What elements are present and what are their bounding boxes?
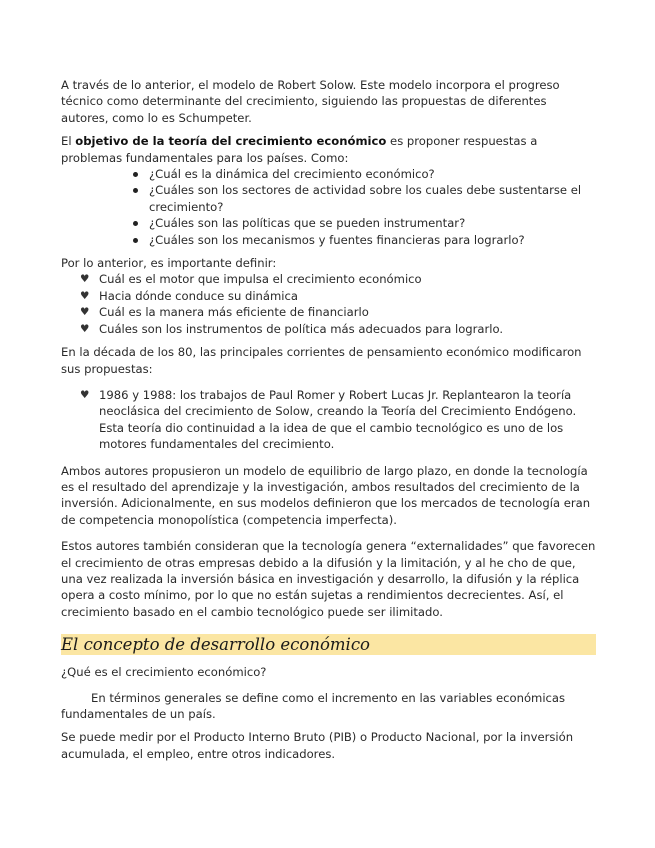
definition-paragraph: En términos generales se define como el incremento en las variables económicas fundamentales de un país. — [61, 690, 566, 721]
heart-icon: ♥ — [80, 388, 90, 401]
list-item-text: 1986 y 1988: los trabajos de Paul Romer y Robert Lucas Jr. Replantearon la teoría neoclásica del crecimiento de Solow, creando la Teoría del Crecimiento Endógeno. Esta teoría dio continuidad a la idea de que el cambio tecnológico es uno de los motores fundamentales del crecimiento. — [99, 387, 577, 452]
list-item: ¿Cuál es la dinámica del crecimiento económico? — [61, 166, 596, 182]
objective-pre: El — [61, 134, 76, 149]
define-paragraph: Por lo anterior, es importante definir: — [61, 256, 277, 271]
list-item — [61, 288, 596, 304]
objective-bold: objetivo de la teoría del crecimiento económico — [75, 134, 387, 149]
heart-icon: ♥ — [80, 273, 90, 286]
list-item-text: Hacia dónde conduce su dinámica — [99, 288, 299, 303]
list-item — [61, 387, 596, 453]
list-item — [61, 321, 596, 337]
proposals-list — [61, 387, 596, 453]
list-item: ¿Cuáles son los mecanismos y fuentes financieras para lograrlo? — [61, 232, 596, 248]
list-item: ¿Cuáles son las políticas que se pueden instrumentar? — [61, 215, 596, 231]
objective-paragraph — [61, 133, 596, 166]
measure-paragraph: Se puede medir por el Producto Interno Bruto (PIB) o Producto Nacional, por la inversión acumulada, el empleo, entre otros indicadores. — [61, 730, 574, 761]
definitions-list — [61, 271, 596, 337]
eighties-paragraph: En la década de los 80, las principales corrientes de pensamiento económico modificaron sus propuestas: — [61, 345, 582, 376]
questions-list — [61, 166, 596, 248]
heart-icon: ♥ — [80, 289, 90, 302]
intro-paragraph: A través de lo anterior, el modelo de Robert Solow. Este modelo incorpora el progreso técnico como determinante del crecimiento, siguiendo las propuestas de diferentes autores, como lo es Schumpeter. — [61, 78, 560, 125]
section-heading: El concepto de desarrollo económico — [61, 634, 596, 655]
list-item-text: Cuál es el motor que impulsa el crecimiento económico — [99, 272, 422, 287]
authors-paragraph: Ambos autores propusieron un modelo de equilibrio de largo plazo, en donde la tecnología es el resultado del aprendizaje y la investigación, ambos resultados del crecimiento de la inversión. Adicionalmente, en sus modelos definieron que los mercados de tecnología eran de competencia monopolística (competencia imperfecta). — [61, 463, 591, 527]
heart-icon: ♥ — [80, 306, 90, 319]
heart-icon: ♥ — [80, 322, 90, 335]
objective-post: es proponer respuestas a problemas fundamentales para los países. Como: — [61, 134, 538, 165]
document-body — [61, 77, 596, 769]
list-item: ¿Cuáles son los sectores de actividad sobre los cuales debe sustentarse el crecimiento? — [61, 182, 596, 215]
list-item-text: Cuáles son los instrumentos de política más adecuados para lograrlo. — [99, 321, 504, 336]
question-title: ¿Qué es el crecimiento económico? — [61, 665, 267, 680]
list-item-text: Cuál es la manera más eficiente de financiarlo — [99, 305, 369, 320]
list-item — [61, 304, 596, 320]
list-item — [61, 271, 596, 287]
externalities-paragraph: Estos autores también consideran que la tecnología genera “externalidades” que favorecen el crecimiento de otras empresas debido a la difusión y la limitación, y al he cho de que, una vez realizada la inversión básica en investigación y desarrollo, la difusión y la réplica opera a costo mínimo, por lo que no están sujetas a rendimientos decrecientes. Así, el crecimiento basado en el cambio tecnológico puede ser ilimitado. — [61, 539, 596, 619]
